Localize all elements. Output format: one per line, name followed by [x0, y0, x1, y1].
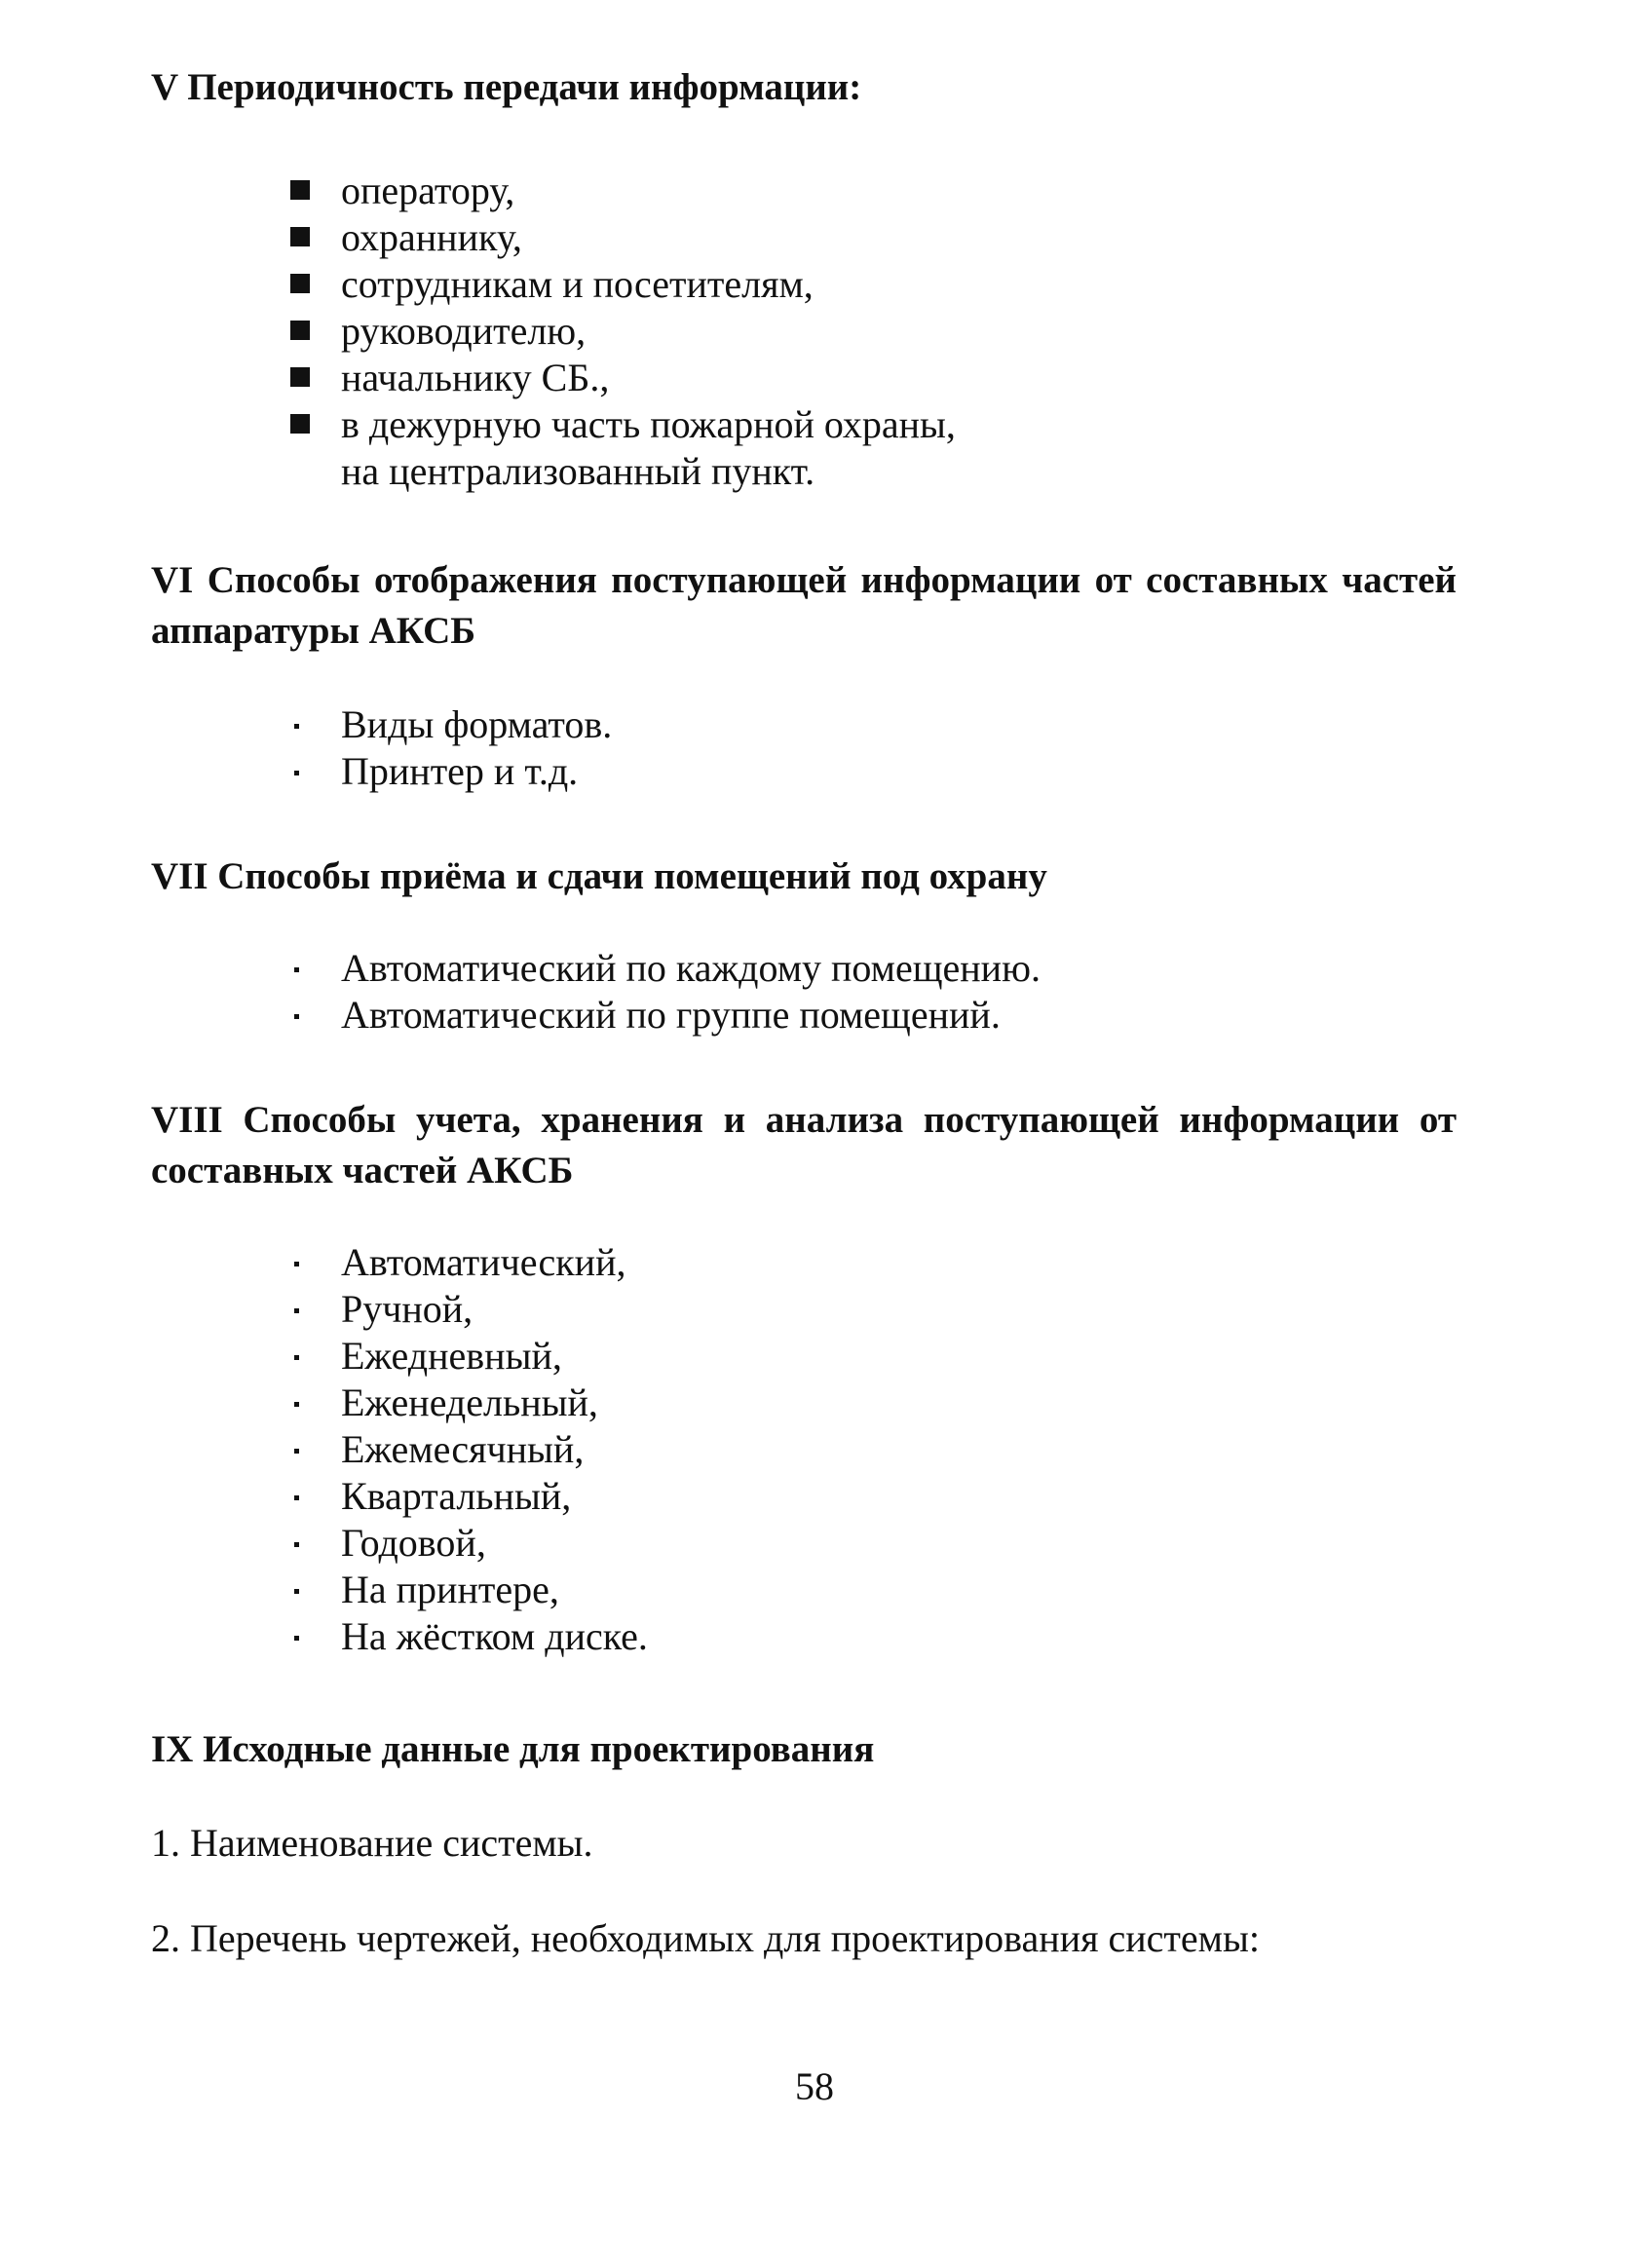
dot-bullet-icon — [294, 1495, 299, 1500]
list-item: Ручной, — [283, 1286, 648, 1333]
dot-bullet-icon — [294, 771, 299, 775]
section-ix-paragraph-1: 1. Наименование системы. — [151, 1821, 593, 1865]
page-number: 58 — [795, 2064, 834, 2108]
section-ix-paragraph-2: 2. Перечень чертежей, необходимых для проектирования системы: — [151, 1916, 1260, 1960]
list-item: На жёстком диске. — [283, 1613, 648, 1660]
section-v-heading: V Периодичность передачи информации: — [151, 66, 862, 108]
list-item: сотрудникам и посетителям, — [283, 261, 956, 308]
list-item: Квартальный, — [283, 1473, 648, 1520]
dot-bullet-icon — [294, 1262, 299, 1266]
dot-bullet-icon — [294, 1589, 299, 1594]
section-vii-heading: VII Способы приёма и сдачи помещений под охрану — [151, 855, 1047, 897]
section-v-list — [283, 168, 956, 495]
square-bullet-icon — [290, 367, 310, 387]
list-item: На принтере, — [283, 1567, 648, 1613]
dot-bullet-icon — [294, 1402, 299, 1407]
section-ix-heading: IX Исходные данные для проектирования — [151, 1728, 875, 1770]
square-bullet-icon — [290, 414, 310, 434]
dot-bullet-icon — [294, 967, 299, 972]
list-item: охраннику, — [283, 214, 956, 261]
list-item: начальнику СБ., — [283, 355, 956, 401]
section-viii-list — [283, 1239, 648, 1660]
list-item: Автоматический по каждому помещению. — [283, 945, 1041, 992]
section-vi-list — [283, 701, 612, 795]
dot-bullet-icon — [294, 724, 299, 729]
list-item: оператору, — [283, 168, 956, 214]
square-bullet-icon — [290, 227, 310, 246]
dot-bullet-icon — [294, 1014, 299, 1019]
square-bullet-icon — [290, 180, 310, 200]
list-item: Автоматический, — [283, 1239, 648, 1286]
section-vi-heading: VI Способы отображения поступающей информации от составных частей аппаратуры АКСБ — [151, 559, 1457, 652]
list-item: Годовой, — [283, 1520, 648, 1567]
dot-bullet-icon — [294, 1308, 299, 1313]
dot-bullet-icon — [294, 1542, 299, 1547]
list-item: в дежурную часть пожарной охраны, — [283, 401, 956, 448]
dot-bullet-icon — [294, 1355, 299, 1360]
list-item: Принтер и т.д. — [283, 748, 612, 795]
dot-bullet-icon — [294, 1636, 299, 1641]
list-item: Ежедневный, — [283, 1333, 648, 1380]
section-viii-heading: VIII Способы учета, хранения и анализа поступающей информации от составных частей АКСБ — [151, 1099, 1457, 1191]
square-bullet-icon — [290, 321, 310, 340]
list-item: Ежемесячный, — [283, 1426, 648, 1473]
list-item-continuation: на централизованный пункт. — [341, 449, 815, 493]
list-item: Еженедельный, — [283, 1380, 648, 1426]
list-item: Виды форматов. — [283, 701, 612, 748]
list-item: руководителю, — [283, 308, 956, 355]
section-vii-list — [283, 945, 1041, 1039]
list-item: Автоматический по группе помещений. — [283, 992, 1041, 1039]
square-bullet-icon — [290, 274, 310, 293]
dot-bullet-icon — [294, 1449, 299, 1454]
